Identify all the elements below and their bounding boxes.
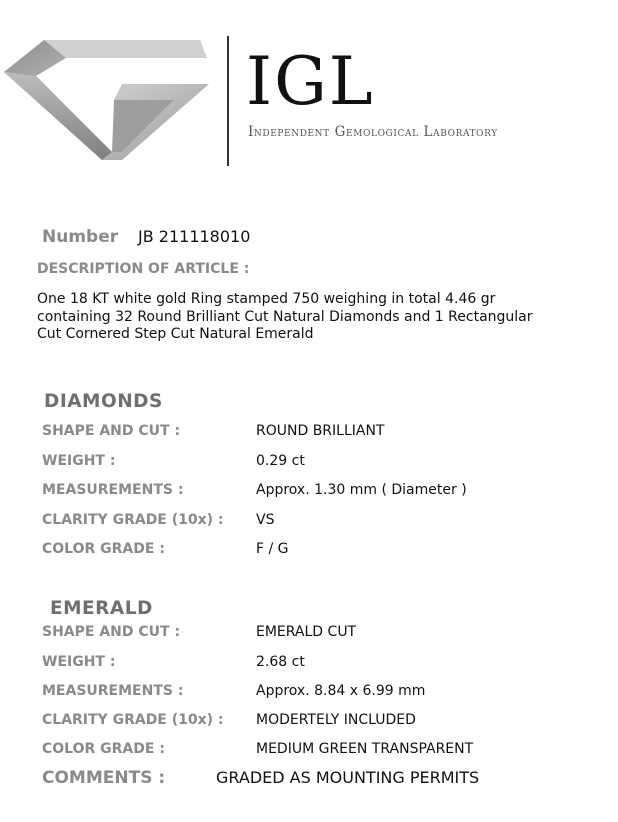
emerald-weight-label: WEIGHT : <box>42 654 116 670</box>
emerald-measurements-value: Approx. 8.84 x 6.99 mm <box>256 683 426 699</box>
diamonds-color-label: COLOR GRADE : <box>42 541 165 557</box>
emerald-shape-value: EMERALD CUT <box>256 624 357 640</box>
diamonds-measurements-value: Approx. 1.30 mm ( Diameter ) <box>256 482 467 498</box>
emerald-clarity-label: CLARITY GRADE (10x) : <box>42 712 224 728</box>
diamond-g-logo-icon <box>4 40 210 160</box>
emerald-weight-value: 2.68 ct <box>256 654 305 670</box>
description-text <box>37 291 597 344</box>
emerald-color-label: COLOR GRADE : <box>42 741 165 757</box>
diamonds-measurements-label: MEASUREMENTS : <box>42 482 184 498</box>
diamonds-weight-label: WEIGHT : <box>42 453 116 469</box>
emerald-clarity-value: MODERTELY INCLUDED <box>256 712 416 728</box>
report-number-label: Number <box>42 227 119 247</box>
lab-subtitle: Independent Gemological Laboratory <box>248 124 498 140</box>
description-line: containing 32 Round Brilliant Cut Natural Diamonds and 1 Rectangular <box>37 308 533 325</box>
comments-value: GRADED AS MOUNTING PERMITS <box>216 768 480 787</box>
diamonds-clarity-label: CLARITY GRADE (10x) : <box>42 512 224 528</box>
diamonds-shape-value: ROUND BRILLIANT <box>256 423 385 439</box>
description-heading: DESCRIPTION OF ARTICLE : <box>37 261 250 277</box>
diamonds-shape-label: SHAPE AND CUT : <box>42 423 181 439</box>
emerald-measurements-label: MEASUREMENTS : <box>42 683 184 699</box>
brand-name: IGL <box>246 43 375 120</box>
emerald-section-title: EMERALD <box>50 598 153 619</box>
emerald-shape-label: SHAPE AND CUT : <box>42 624 181 640</box>
diamonds-color-value: F / G <box>256 541 289 557</box>
description-line: Cut Cornered Step Cut Natural Emerald <box>37 326 314 342</box>
emerald-color-value: MEDIUM GREEN TRANSPARENT <box>256 741 474 757</box>
diamonds-section-title: DIAMONDS <box>44 391 163 412</box>
comments-label: COMMENTS : <box>42 768 166 788</box>
header-divider <box>227 36 229 166</box>
diamonds-clarity-value: VS <box>256 512 275 528</box>
report-number-value: JB 211118010 <box>138 227 251 246</box>
diamonds-weight-value: 0.29 ct <box>256 453 305 469</box>
description-line: One 18 KT white gold Ring stamped 750 weighing in total 4.46 gr <box>37 291 496 307</box>
